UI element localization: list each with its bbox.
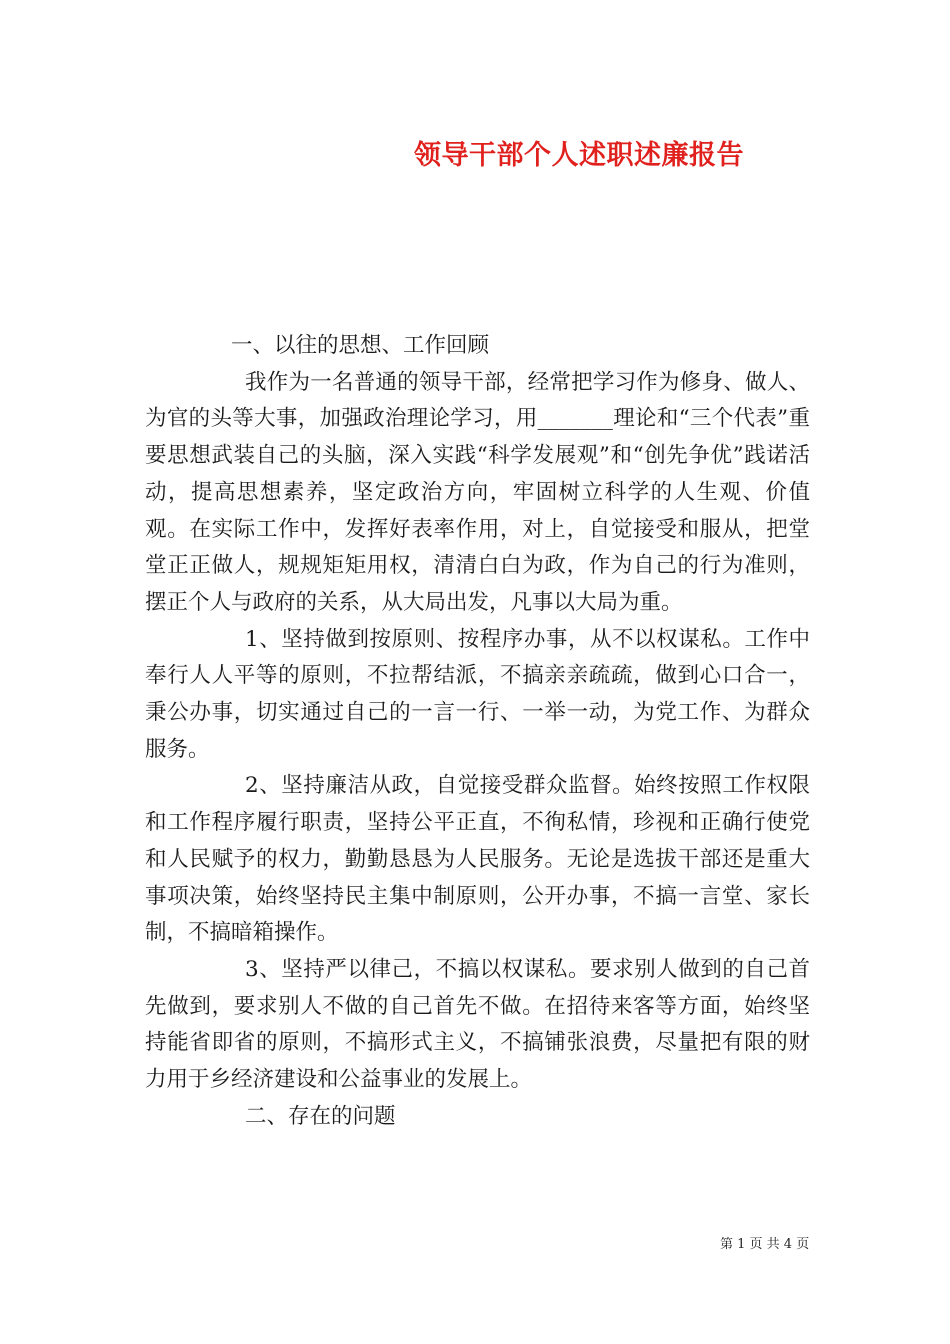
paragraph-point-2: 2、坚持廉洁从政，自觉接受群众监督。始终按照工作权限和工作程序履行职责，坚持公平正直，不徇私情，珍视和正确行使党和人民赋予的权力，勤勤恳恳为人民服务。无论是选拔干部还是重大事项决策，始终坚持民主集中制原则，公开办事，不搞一言堂、家长制，不搞暗箱操作。 [145,773,810,946]
paragraph-intro: 我作为一名普通的领导干部，经常把学习作为修身、做人、为官的头等大事，加强政治理论学习，用_______理论和“三个代表”重要思想武装自己的头脑，深入实践“科学发展观”和“创先争优”践诺活动，提高思想素养，坚定政治方向，牢固树立科学的人生观、价值观。在实际工作中，发挥好表率作用，对上，自觉接受和服从，把堂堂正正做人，规规矩矩用权，清清白白为政，作为自己的行为准则，摆正个人与政府的关系，从大局出发，凡事以大局为重。 [145,369,810,615]
paragraph-point-3: 3、坚持严以律己，不搞以权谋私。要求别人做到的自己首先做到，要求别人不做的自己首先不做。在招待来客等方面，始终坚持能省即省的原则，不搞形式主义，不搞铺张浪费，尽量把有限的财力用于乡经济建设和公益事业的发展上。 [145,956,810,1093]
page-number: 第 1 页 共 4 页 [720,1237,810,1252]
section-heading-1: 一、以往的思想、工作回顾 [231,333,490,358]
paragraph-point-1: 1、坚持做到按原则、按程序办事，从不以权谋私。工作中奉行人人平等的原则，不拉帮结派，不搞亲亲疏疏，做到心口合一，秉公办事，切实通过自己的一言一行、一举一动，为党工作、为群众服务。 [145,626,810,762]
document-body [145,328,810,1135]
document-title: 领导干部个人述职述廉报告 [414,140,744,171]
section-heading-2: 二、存在的问题 [245,1103,396,1129]
